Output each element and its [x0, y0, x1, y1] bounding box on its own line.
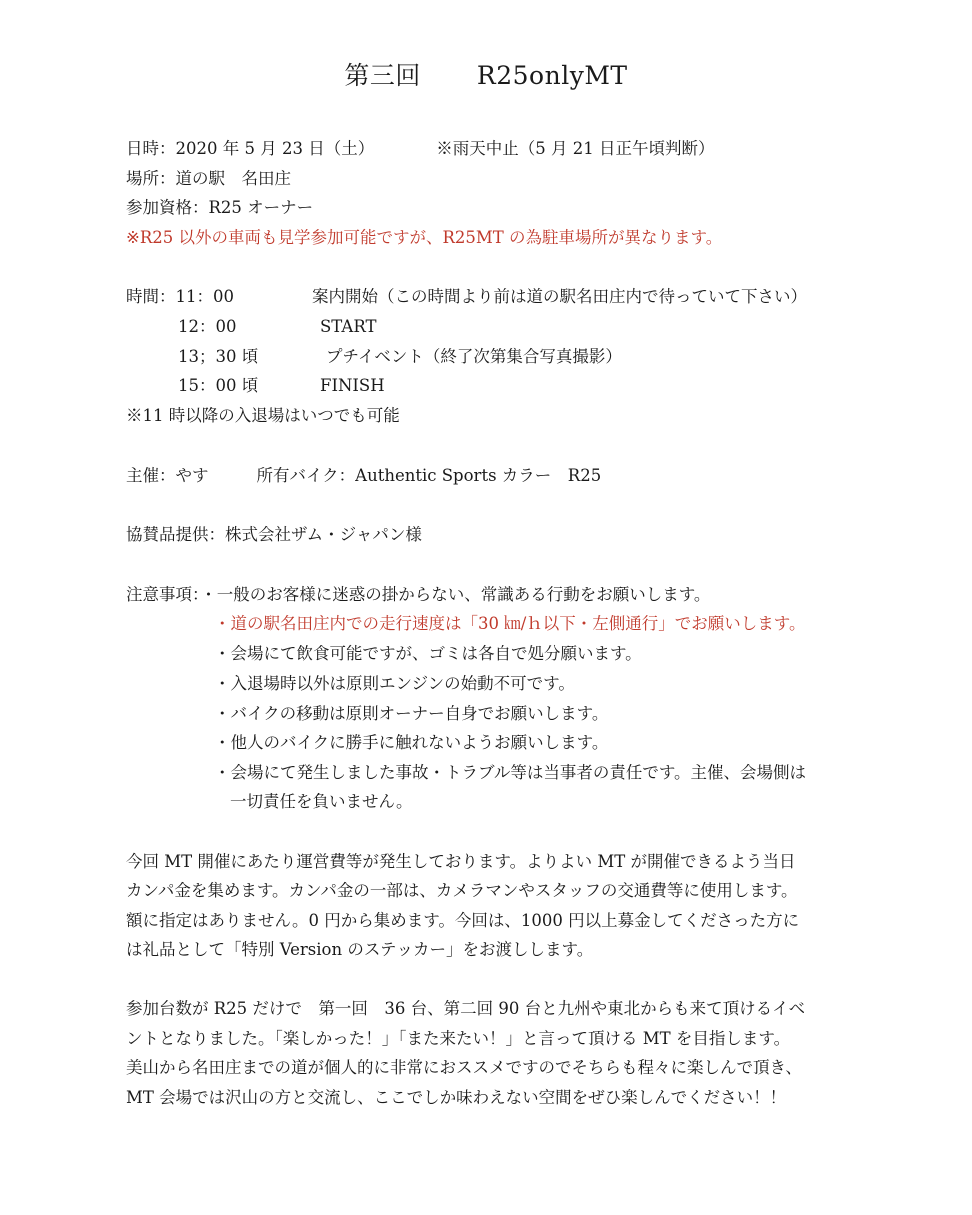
notes-item-7: 一切責任を負いません。	[230, 792, 413, 811]
notes-item-3: ・入退場時以外は原則エンジンの始動不可です。	[214, 674, 575, 693]
schedule-label: 時間：11：00	[126, 287, 234, 306]
notes-item-1: ・道の駅名田庄内での走行速度は「30 ㎞/ｈ以下・左側通行」でお願いします。	[214, 614, 806, 633]
closing-line-0: 参加台数が R25 だけで 第一回 36 台、第二回 90 台と九州や東北からも来て頂けるイベ	[126, 999, 806, 1018]
organizer-bike: 所有バイク：Authentic Sports カラー R25	[256, 466, 602, 485]
donation-line-1: カンパ金を集めます。カンパ金の一部は、カメラマンやスタッフの交通費等に使用します。	[126, 881, 798, 900]
rain-note: ※雨天中止（5 月 21 日正午頃判断）	[436, 139, 715, 158]
title-sub: R25onlyMT	[476, 61, 628, 90]
event-eligibility: 参加資格：R25 オーナー	[126, 198, 314, 217]
closing-line-1: ントとなりました。「楽しかった！」「また来たい！」と言って頂ける MT を目指します。	[126, 1029, 791, 1048]
eligibility-note: ※R25 以外の車両も見学参加可能ですが、R25MT の為駐車場所が異なります。	[126, 228, 723, 247]
notes-label: 注意事項：	[126, 585, 201, 604]
schedule-time-3: 15：00 頃	[178, 376, 259, 395]
schedule-row-1	[178, 316, 376, 338]
title-main: 第三回	[344, 61, 421, 90]
event-place: 場所：道の駅 名田庄	[126, 169, 291, 188]
notes-item-5: ・他人のバイクに勝手に触れないようお願いします。	[214, 733, 609, 752]
schedule-desc-1: START	[320, 317, 377, 336]
notes-item-4: ・バイクの移動は原則オーナー自身でお願いします。	[214, 704, 609, 723]
event-datetime-line	[126, 138, 714, 160]
notes-item-6: ・会場にて発生しました事故・トラブル等は当事者の責任です。主催、会場側は	[214, 763, 807, 782]
page-title	[0, 56, 972, 92]
donation-line-2: 額に指定はありません。0 円から集めます。今回は、1000 円以上募金してくださった方に	[126, 911, 800, 930]
donation-line-0: 今回 MT 開催にあたり運営費等が発生しております。よりよい MT が開催できるよう当日	[126, 852, 796, 871]
schedule-note: ※11 時以降の入退場はいつでも可能	[126, 406, 400, 425]
notes-item-2: ・会場にて飲食可能ですが、ゴミは各自で処分願います。	[214, 644, 642, 663]
schedule-row-0	[126, 286, 807, 308]
schedule-desc-0: 案内開始（この時間より前は道の駅名田庄内で待っていて下さい）	[312, 287, 807, 306]
notes-row-0	[126, 584, 710, 606]
schedule-row-3	[178, 375, 385, 397]
event-datetime: 日時：2020 年 5 月 23 日（土）	[126, 139, 375, 158]
donation-line-3: は礼品として「特別 Version のステッカー」をお渡しします。	[126, 940, 594, 959]
organizer-host: 主催：やす	[126, 466, 209, 485]
schedule-time-1: 12：00	[178, 317, 237, 336]
schedule-desc-2: プチイベント（終了次第集合写真撮影）	[326, 347, 622, 366]
schedule-row-2	[178, 346, 622, 368]
sponsor: 協賛品提供：株式会社ザム・ジャパン様	[126, 525, 422, 544]
notes-item-0: ・一般のお客様に迷惑の掛からない、常識ある行動をお願いします。	[200, 585, 711, 604]
schedule-time-2: 13；30 頃	[178, 347, 259, 366]
closing-line-3: MT 会場では沢山の方と交流し、ここでしか味わえない空間をぜひ楽しんでください！！	[126, 1088, 787, 1107]
closing-line-2: 美山から名田庄までの道が個人的に非常におススメですのでそちらも程々に楽しんで頂き、	[126, 1058, 802, 1077]
organizer-line	[126, 465, 601, 487]
schedule-desc-3: FINISH	[320, 376, 385, 395]
